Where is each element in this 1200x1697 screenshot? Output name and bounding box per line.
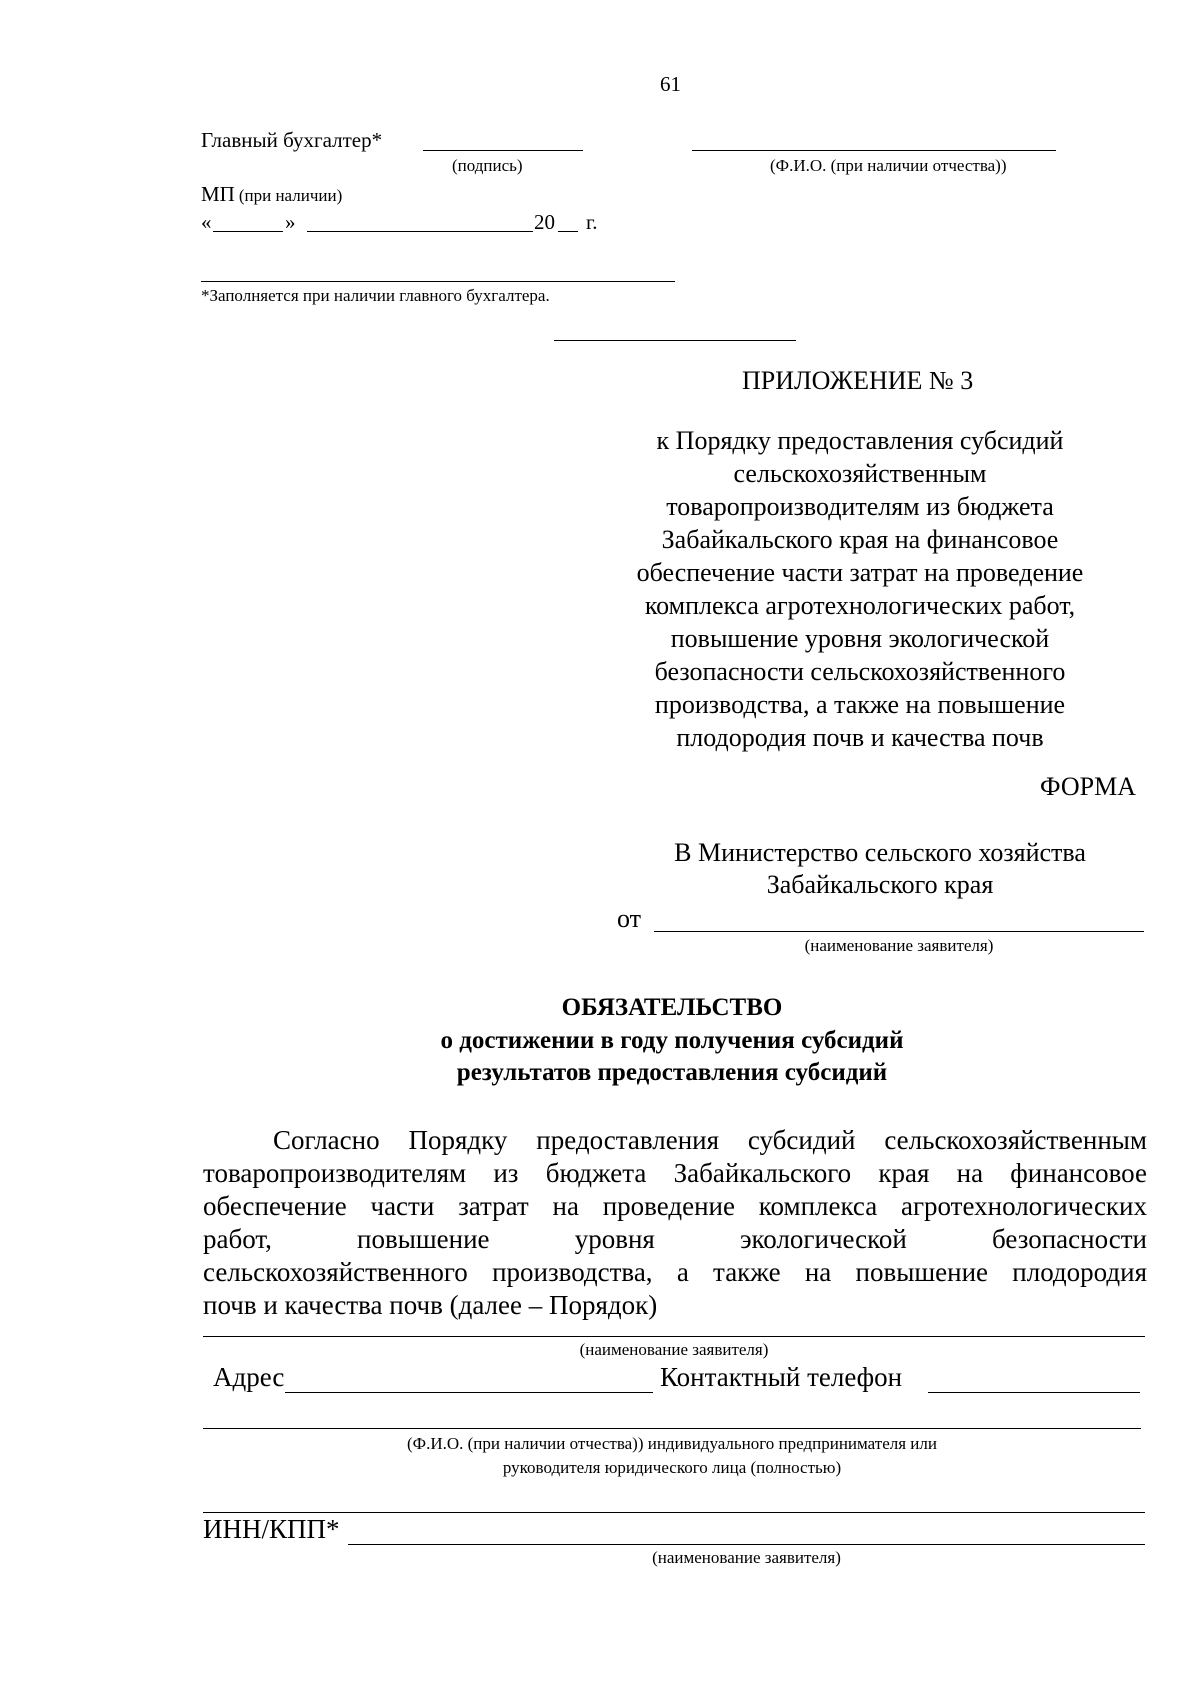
from-label: от bbox=[617, 904, 642, 933]
fio-caption-line2: руководителя юридического лица (полностью) bbox=[502, 1458, 842, 1477]
body-line: почв и качества почв (далее – Порядок) bbox=[203, 1290, 658, 1320]
appendix-title: ПРИЛОЖЕНИЕ № 3 bbox=[742, 366, 974, 395]
address-input-line[interactable] bbox=[285, 1392, 653, 1393]
addressee-line1: В Министерство сельского хозяйства bbox=[674, 838, 1086, 867]
date-open-quote: « bbox=[201, 210, 212, 234]
page-number: 61 bbox=[660, 72, 681, 96]
date-day-line[interactable] bbox=[213, 231, 283, 232]
signature-caption: (подпись) bbox=[452, 156, 523, 175]
inn-upper-line[interactable] bbox=[203, 1512, 1145, 1513]
section-separator bbox=[554, 340, 796, 341]
appendix-line: товаропроизводителям из бюджета bbox=[666, 492, 1054, 521]
body-paragraph bbox=[203, 1124, 1147, 1322]
appendix-line: безопасности сельскохозяйственного bbox=[654, 657, 1066, 686]
appendix-line: к Порядку предоставления субсидий bbox=[656, 426, 1064, 455]
document-subtitle-1: о достижении в году получения субсидий bbox=[440, 1027, 904, 1054]
footnote-separator bbox=[201, 281, 675, 282]
document-title: ОБЯЗАТЕЛЬСТВО bbox=[561, 994, 783, 1021]
date-year-suffix: г. bbox=[586, 210, 598, 234]
fio-caption: (Ф.И.О. (при наличии отчества)) bbox=[770, 156, 1007, 175]
phone-input-line[interactable] bbox=[928, 1392, 1140, 1393]
form-label: ФОРМА bbox=[1040, 772, 1136, 801]
footnote: *Заполняется при наличии главного бухгалтера. bbox=[201, 286, 550, 305]
body-line: обеспечение части затрат на проведение комплекса агротехнологических bbox=[203, 1191, 1147, 1221]
fio-line[interactable] bbox=[692, 150, 1056, 151]
appendix-line: производства, а также на повышение bbox=[654, 690, 1066, 719]
appendix-line: обеспечение части затрат на проведение bbox=[636, 558, 1084, 587]
inn-label: ИНН/КПП* bbox=[203, 1514, 340, 1544]
inn-input-line[interactable] bbox=[348, 1544, 1145, 1545]
from-applicant-line[interactable] bbox=[654, 931, 1144, 932]
inn-caption: (наименование заявителя) bbox=[652, 1548, 841, 1567]
body-line: Согласно Порядку предоставления субсидий сельскохозяйственным bbox=[273, 1125, 1147, 1155]
body-line: сельскохозяйственного производства, а также на повышение плодородия bbox=[203, 1257, 1147, 1287]
mp-label-row bbox=[201, 182, 342, 207]
phone-label: Контактный телефон bbox=[660, 1362, 903, 1392]
appendix-line: Забайкальского края на финансовое bbox=[661, 525, 1059, 554]
signature-line[interactable] bbox=[423, 150, 583, 151]
chief-accountant-label: Главный бухгалтер* bbox=[201, 128, 383, 152]
mp-note: (при наличии) bbox=[238, 186, 343, 205]
body-line: товаропроизводителям из бюджета Забайкальского края на финансовое bbox=[203, 1158, 1147, 1188]
date-close-quote: » bbox=[285, 210, 296, 234]
document-subtitle-2: результатов предоставления субсидий bbox=[456, 1059, 888, 1086]
date-year-prefix: 20 bbox=[534, 210, 555, 234]
from-caption: (наименование заявителя) bbox=[804, 936, 994, 955]
appendix-line: повышение уровня экологической bbox=[670, 624, 1050, 653]
date-year-line[interactable] bbox=[558, 231, 578, 232]
address-label: Адрес bbox=[213, 1362, 285, 1392]
fio-caption-line1: (Ф.И.О. (при наличии отчества)) индивидуального предпринимателя или bbox=[407, 1434, 937, 1453]
fio-input-line[interactable] bbox=[203, 1428, 1141, 1429]
appendix-line: плодородия почв и качества почв bbox=[676, 723, 1044, 752]
addressee-line2: Забайкальского края bbox=[766, 870, 994, 899]
applicant-caption: (наименование заявителя) bbox=[579, 1340, 769, 1359]
date-month-line[interactable] bbox=[307, 231, 533, 232]
appendix-text bbox=[580, 424, 1140, 754]
applicant-name-line[interactable] bbox=[203, 1336, 1145, 1337]
appendix-line: сельскохозяйственным bbox=[733, 459, 987, 488]
appendix-line: комплекса агротехнологических работ, bbox=[644, 591, 1076, 620]
body-line: работ, повышение уровня экологической безопасности bbox=[203, 1224, 1147, 1254]
mp-label: МП bbox=[201, 182, 235, 206]
